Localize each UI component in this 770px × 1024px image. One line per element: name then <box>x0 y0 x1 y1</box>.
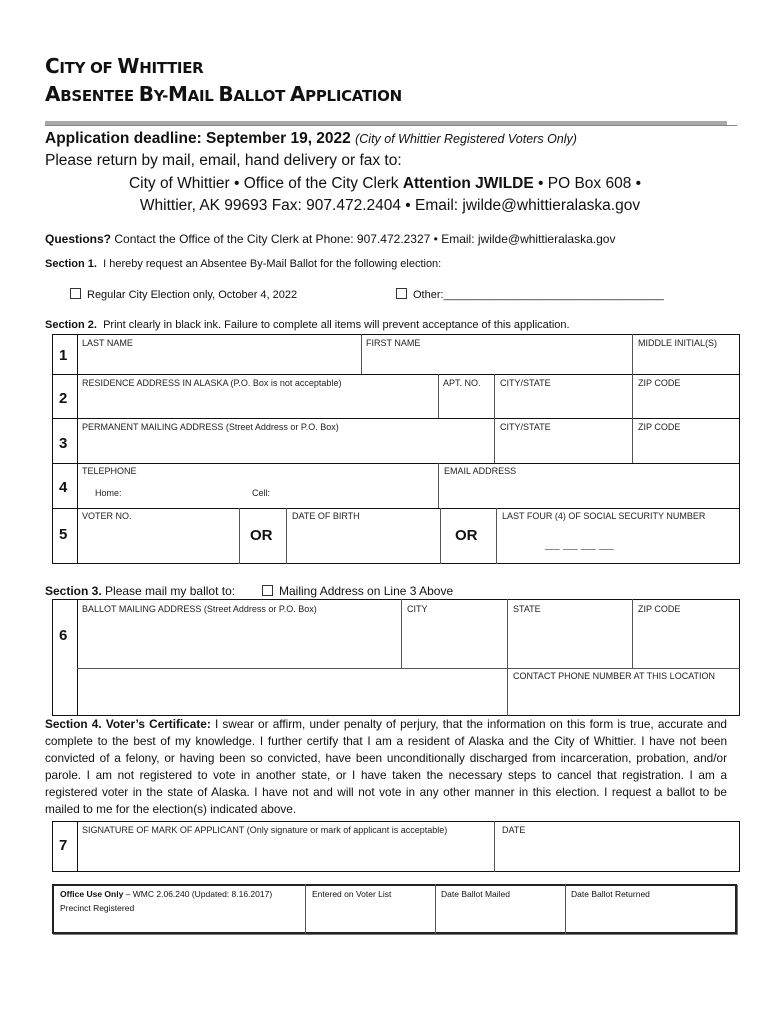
middle-initial-field[interactable]: MIDDLE INITIAL(S) <box>638 338 718 348</box>
section1-heading: Section 1. I hereby request an Absentee By-Mail Ballot for the following election: <box>45 258 442 270</box>
ballot-mailing-address-field[interactable]: BALLOT MAILING ADDRESS (Street Address or P.O. Box) <box>82 604 317 614</box>
or-label-2: OR <box>455 527 478 544</box>
row-number-5: 5 <box>59 526 68 543</box>
ballot-mailing-table <box>52 599 740 716</box>
voter-info-table <box>52 334 740 564</box>
row-number-2: 2 <box>59 390 68 407</box>
row-number-1: 1 <box>59 347 68 364</box>
clerk-address-line1: City of Whittier • Office of the City Clerk Attention JWILDE • PO Box 608 • <box>128 175 642 192</box>
signature-field[interactable]: SIGNATURE OF MARK OF APPLICANT (Only signature or mark of applicant is acceptable) <box>82 825 448 835</box>
permanent-zip-field[interactable]: ZIP CODE <box>638 422 681 432</box>
date-ballot-mailed-field[interactable]: Date Ballot Mailed <box>441 889 510 899</box>
ballot-state-field[interactable]: STATE <box>513 604 541 614</box>
row-number-7: 7 <box>59 837 68 854</box>
ballot-zip-field[interactable]: ZIP CODE <box>638 604 681 614</box>
cell-phone-field[interactable]: Cell: <box>252 488 271 498</box>
permanent-address-field[interactable]: PERMANENT MAILING ADDRESS (Street Address or P.O. Box) <box>82 422 339 432</box>
telephone-label: TELEPHONE <box>82 466 137 476</box>
row-number-6: 6 <box>59 627 68 644</box>
other-election-checkbox[interactable] <box>396 288 407 299</box>
voter-certificate: Section 4. Voter’s Certificate: I swear or affirm, under penalty of perjury, that the information on this form is true, accurate and complete to the best of my knowledge. I further certify that I am a resident of Alaska and the City of Whittier. I have not been convicted of a felony, or having been so convicted, have been unconditionally discharged from incarceration, probation, and/or parole. I am not registered to vote in another state, or I have taken the necessary steps to cancel that registration. I am a registered voter in the state of Alaska. I have not and will not vote in any other manner in this election. I request a ballot to be mailed to me for the election(s) indicated above. <box>45 717 727 816</box>
first-name-field[interactable]: FIRST NAME <box>366 338 421 348</box>
residence-zip-field[interactable]: ZIP CODE <box>638 378 681 388</box>
deadline-note: (City of Whittier Registered Voters Only) <box>355 132 577 146</box>
deadline-line <box>45 130 577 148</box>
row-number-3: 3 <box>59 435 68 452</box>
mailing-line3-checkbox[interactable] <box>262 585 273 596</box>
clerk-address-line2: Whittier, AK 99693 Fax: 907.472.2404 • Email: jwilde@whittieralaska.gov <box>139 197 641 214</box>
apt-no-field[interactable]: APT. NO. <box>443 378 481 388</box>
voter-number-field[interactable]: VOTER NO. <box>82 511 132 521</box>
ballot-city-field[interactable]: CITY <box>407 604 428 614</box>
return-instruction: Please return by mail, email, hand delivery or fax to: <box>45 152 402 169</box>
mailing-line3-option[interactable]: Mailing Address on Line 3 Above <box>262 584 453 598</box>
section2-heading: Section 2. Print clearly in black ink. Failure to complete all items will prevent acceptance of this application. <box>45 319 570 331</box>
regular-election-checkbox[interactable] <box>70 288 81 299</box>
last-name-field[interactable]: LAST NAME <box>82 338 133 348</box>
row-number-4: 4 <box>59 479 68 496</box>
regular-election-option[interactable]: Regular City Election only, October 4, 2022 <box>70 288 297 301</box>
form-title-line1: CITY OF WHITTIER <box>45 54 204 78</box>
section3-heading: Section 3. Please mail my ballot to: <box>45 584 236 598</box>
deadline-text: Application deadline: September 19, 2022 <box>45 130 351 147</box>
office-use-label: Office Use Only – WMC 2.06.240 (Updated: 8.16.2017) <box>60 889 273 899</box>
date-ballot-returned-field[interactable]: Date Ballot Returned <box>571 889 650 899</box>
precinct-registered-field[interactable]: Precinct Registered <box>60 903 135 913</box>
email-address-field[interactable]: EMAIL ADDRESS <box>444 466 517 476</box>
ssn-last-four-field[interactable]: __ __ __ __ <box>545 536 614 551</box>
signature-date-field[interactable]: DATE <box>502 825 526 835</box>
residence-city-state-field[interactable]: CITY/STATE <box>500 378 551 388</box>
entered-on-voter-list-field[interactable]: Entered on Voter List <box>312 889 392 899</box>
questions-line: Questions? Contact the Office of the City Clerk at Phone: 907.472.2327 • Email: jwilde@whittieralaska.gov <box>45 232 616 246</box>
contact-phone-field[interactable]: CONTACT PHONE NUMBER AT THIS LOCATION <box>513 671 716 681</box>
or-label-1: OR <box>250 527 273 544</box>
form-title-line2: ABSENTEE BY-MAIL BALLOT APPLICATION <box>45 82 402 106</box>
other-election-option[interactable]: Other:____________________________________ <box>396 288 664 301</box>
residence-address-field[interactable]: RESIDENCE ADDRESS IN ALASKA (P.O. Box is not acceptable) <box>82 378 342 388</box>
permanent-city-state-field[interactable]: CITY/STATE <box>500 422 551 432</box>
ssn-last-four-label: LAST FOUR (4) OF SOCIAL SECURITY NUMBER <box>502 511 706 521</box>
home-phone-field[interactable]: Home: <box>95 488 122 498</box>
date-of-birth-field[interactable]: DATE OF BIRTH <box>292 511 360 521</box>
title-rule-thin <box>45 125 737 126</box>
